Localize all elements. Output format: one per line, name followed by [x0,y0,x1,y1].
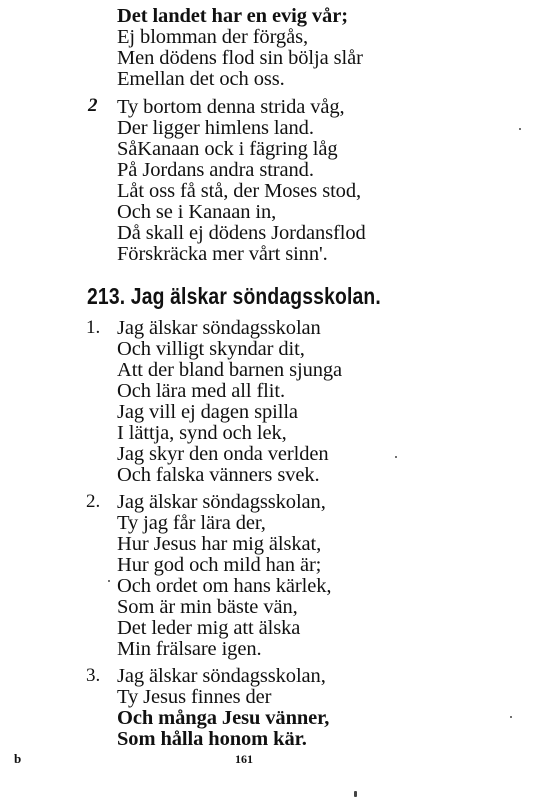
verse-number: 2 [88,95,98,116]
verse-line: Och ordet om hans kärlek, [117,575,332,597]
verse-line: Jag älskar söndagsskolan, [117,665,326,687]
verse-number: 3. [86,665,101,686]
print-speck [510,716,512,718]
verse-line: I lättja, synd och lek, [117,422,287,444]
verse-line: På Jordans andra strand. [117,159,314,181]
verse-line: Som är min bäste vän, [117,596,298,618]
verse-line: Ty Jesus finnes der [117,686,272,708]
verse-line: Förskräcka mer vårt sinn'. [117,243,328,265]
page-number: 161 [235,752,253,766]
verse-line: Min frälsare igen. [117,638,262,660]
verse-line: Der ligger himlens land. [117,117,314,139]
verse-line: Hur god och mild han är; [117,554,322,576]
verse-line: Låt oss få stå, der Moses stod, [117,180,362,202]
hymn-title: 213. Jag älskar söndagsskolan. [87,283,381,309]
verse-line: Och villigt skyndar dit, [117,338,305,360]
verse-line: Jag vill ej dagen spilla [117,401,298,423]
verse-line: Som hålla honom kär. [117,728,307,750]
verse-line: Hur Jesus har mig älskat, [117,533,322,555]
verse-number: 1. [86,317,101,338]
margin-mark: b [14,751,22,766]
print-speck [395,456,397,458]
verse-line: Det landet har en evig vår; [117,5,348,27]
verse-line: SåKanaan ock i fägring låg [117,138,338,160]
verse-line: Emellan det och oss. [117,68,285,90]
verse-line: Jag älskar söndagsskolan, [117,491,326,513]
verse-line: Ty bortom denna strida våg, [117,96,345,118]
verse-line: Och se i Kanaan in, [117,201,277,223]
verse-line: Och falska vänners svek. [117,464,320,486]
verse-line: Och lära med all flit. [117,380,285,402]
print-speck [519,128,521,130]
print-speck [354,791,357,797]
print-speck [108,580,110,582]
verse-line: Jag älskar söndagsskolan [117,317,321,339]
verse-line: Men dödens flod sin bölja slår [117,47,363,69]
verse-line: Jag skyr den onda verlden [117,443,329,465]
verse-line: Och många Jesu vänner, [117,707,330,729]
verse-line: Det leder mig att älska [117,617,301,639]
verse-number: 2. [86,491,101,512]
verse-line: Att der bland barnen sjunga [117,359,343,381]
verse-line: Då skall ej dödens Jordansflod [117,222,366,244]
verse-line: Ej blomman der förgås, [117,26,308,48]
verse-line: Ty jag får lära der, [117,512,266,534]
